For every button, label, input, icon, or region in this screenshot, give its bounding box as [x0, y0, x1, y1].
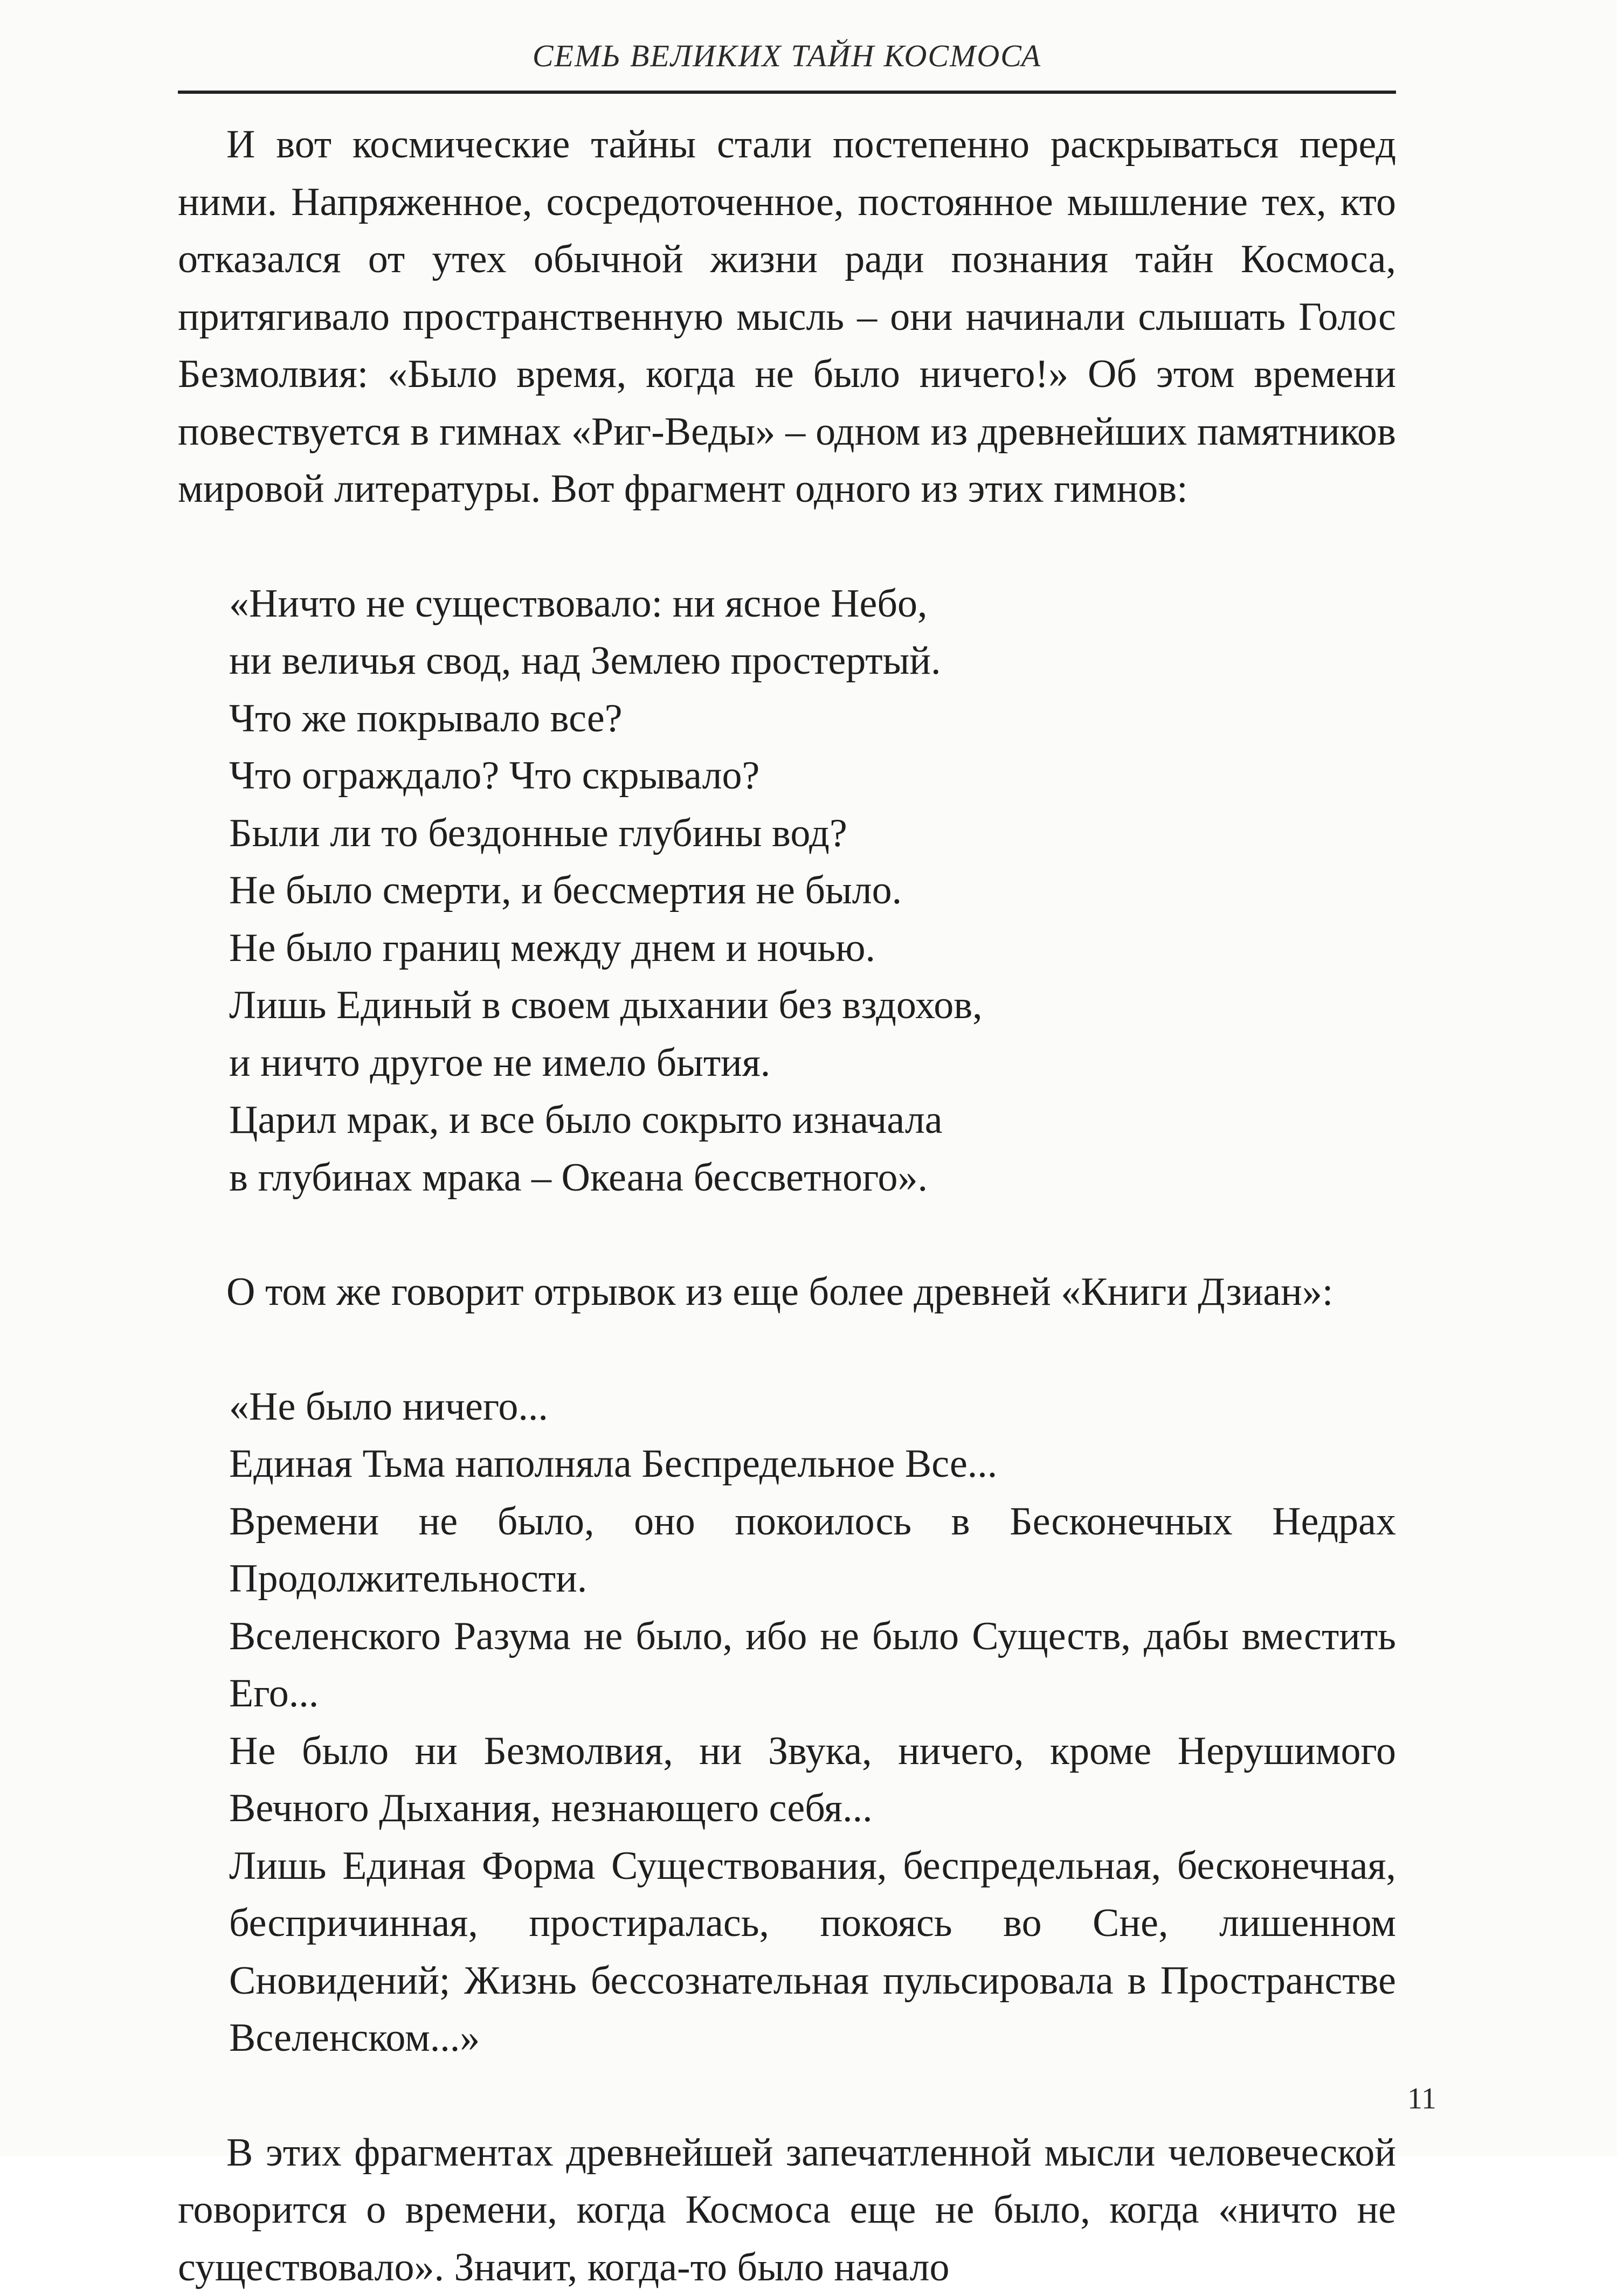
verse-line: в глубинах мрака – Океана бессветного».	[229, 1149, 1396, 1207]
page-body	[178, 116, 1396, 2296]
spacer	[178, 1206, 1396, 1263]
verse-line: «Ничто не существовало: ни ясное Небо,	[229, 575, 1396, 633]
verse-line: Что ограждало? Что скрывало?	[229, 747, 1396, 805]
verse-line: Что же покрывало все?	[229, 690, 1396, 748]
dzyan-quote	[178, 1378, 1396, 2067]
spacer	[178, 1321, 1396, 1378]
verse-line: Царил мрак, и все было сокрыто изначала	[229, 1091, 1396, 1149]
header-rule	[178, 91, 1396, 94]
verse-line: и ничто другое не имело бытия.	[229, 1034, 1396, 1092]
verse-line: ни величья свод, над Землею простертый.	[229, 632, 1396, 690]
verse-line: Не было границ между днем и ночью.	[229, 919, 1396, 977]
spacer	[178, 518, 1396, 575]
running-head: СЕМЬ ВЕЛИКИХ ТАЙН КОСМОСА	[178, 38, 1396, 74]
page-number: 11	[1407, 2081, 1436, 2116]
paragraph-intro: И вот космические тайны стали постепенно раскрываться перед ними. Напряженное, сосредоточенное, постоянное мышление тех, кто отказался от утех обычной жизни ради познания тайн Космоса, притягивало пространственную мысль – они начинали слышать Голос Безмолвия: «Было время, когда не было ничего!» Об этом времени повествуется в гимнах «Риг-Веды» – одном из древнейших памятников мировой литературы. Вот фрагмент одного из этих гимнов:	[178, 116, 1396, 518]
verse-line: Были ли то бездонные глубины вод?	[229, 805, 1396, 862]
paragraph-conclusion: В этих фрагментах древнейшей запечатленной мысли человеческой говорится о времени, когда Космоса еще не было, когда «ничто не существовало». Значит, когда-то было начало	[178, 2124, 1396, 2296]
paragraph-dzyan-intro: О том же говорит отрывок из еще более древней «Книги Дзиан»:	[178, 1263, 1396, 1321]
rigveda-quote	[178, 575, 1396, 1207]
quote-line: Лишь Единая Форма Существования, беспредельная, бесконечная, беспричинная, простиралась, покоясь во Сне, лишенном Сновидений; Жизнь бессознательная пульсировала в Пространстве Вселенском...»	[229, 1837, 1396, 2067]
verse-line: Лишь Единый в своем дыхании без вздохов,	[229, 977, 1396, 1034]
quote-line: Вселенского Разума не было, ибо не было Существ, дабы вместить Его...	[229, 1608, 1396, 1723]
quote-line: Не было ни Безмолвия, ни Звука, ничего, кроме Нерушимого Вечного Дыхания, незнающего себя...	[229, 1723, 1396, 1837]
verse-line: Не было смерти, и бессмертия не было.	[229, 862, 1396, 919]
quote-line: «Не было ничего...	[229, 1378, 1396, 1436]
spacer	[178, 2067, 1396, 2124]
quote-line: Единая Тьма наполняла Беспредельное Все...	[229, 1435, 1396, 1493]
quote-line: Времени не было, оно покоилось в Бесконечных Недрах Продолжительности.	[229, 1493, 1396, 1608]
